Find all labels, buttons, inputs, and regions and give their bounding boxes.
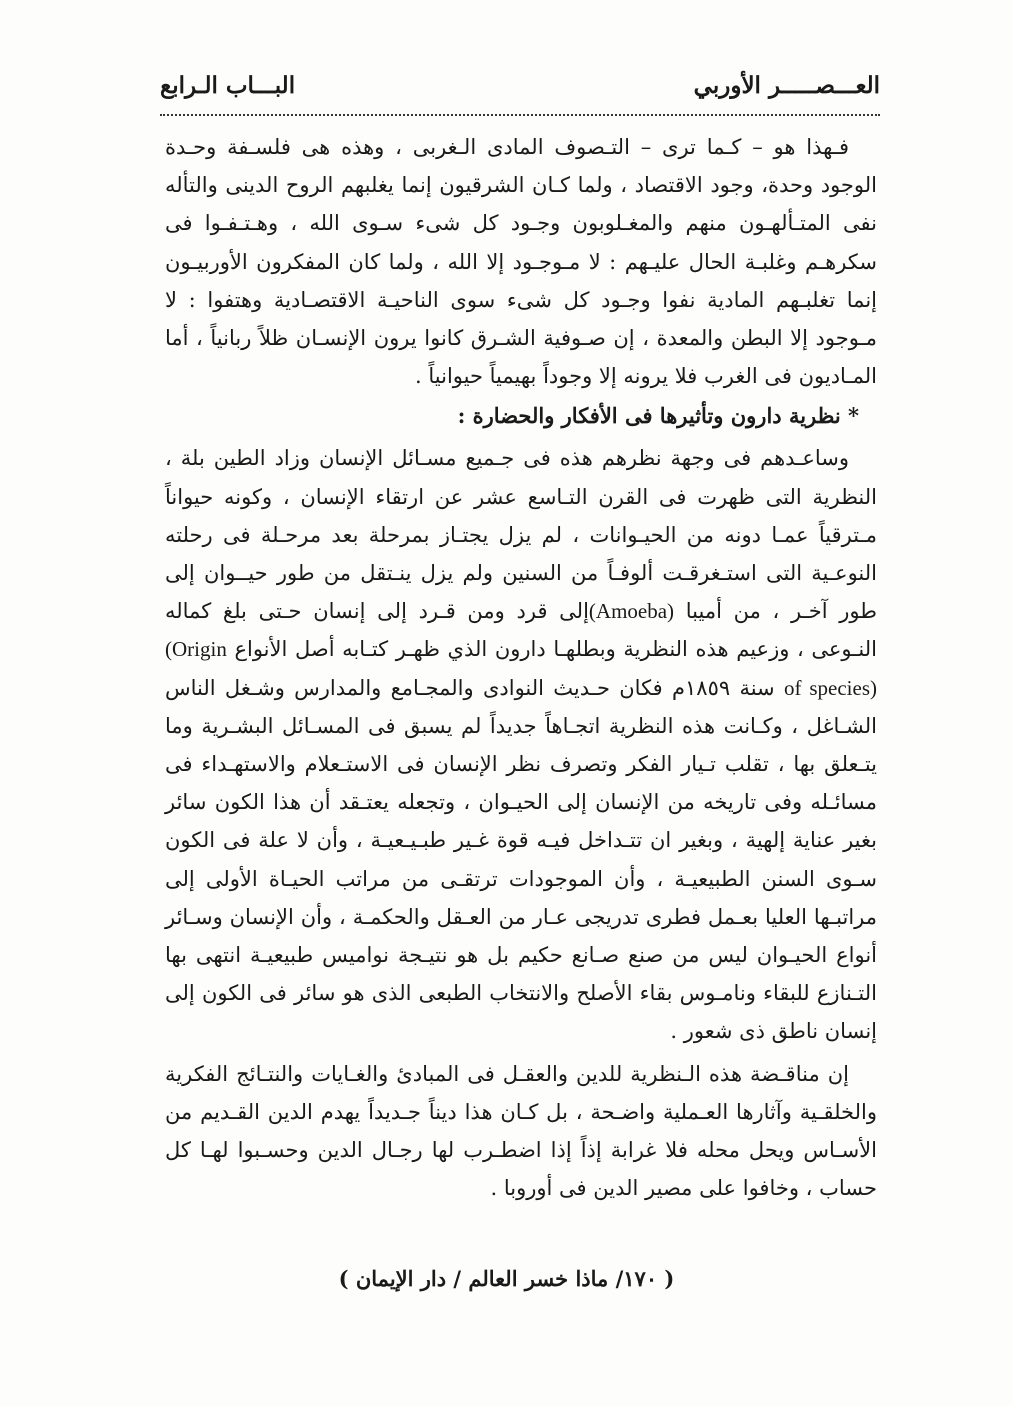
paragraph-contradiction: إن مناقـضة هذه الـنظرية للدين والعقـل فى المبادئ والغـايات والنتـائج الفكرية والخلقـية وآثارها العـملية واضـحة ، بل كـان هذا ديناً جـديداً يهدم الدين القـديم من الأسـاس ويحل محله فلا غرابة إذاً إذا اضطـرب لها رجـال الدين وحسـبوا لهـا كل حساب ، وخافوا على مصير الدين فى أوروبا . (165, 1061, 877, 1201)
section-heading-darwin: * نظرية دارون وتأثيرها فى الأفكار والحضارة : (457, 403, 859, 429)
paragraph-darwin-part3: سنة ١٨٥٩م فكان حـديث النوادى والمجـامع والمدارس وشـغل الناس الشـاغل ، وكـانت هذه النظرية اتجـاهاً جديداً لم يسبق فى المسـائل البشـرية وما يتـعلق بها ، تقلب تـيار الفكر وتصرف نظر الإنسان فى الاستـعلام والاستهـداء فى مسائـله وفى تاريخه من الإنسان إلى الحيـوان ، وتجعله يعتـقد أن هذا الكون سائر بغير عناية إلهية ، وبغير ان تتـداخل فيـه قوة غـير طبـيـعيـة ، وأن لا علة فى الكون سـوى السنن الطبيعيـة ، وأن الموجودات ترتقـى من مراتب الحيـاة الأولى إلى مراتبـها العليا بعـمل فطرى تدريجى عـار من العـقل والحكمـة ، وأن الإنسان وسـائر أنواع الحيـوان ليس من صنع صـانع حكيم بل هو نتيـجة نواميس طبيعيـة انتهى بها التـنازع للبقاء ونامـوس بقاء الأصلح والانتخاب الطبعى الذى هو سائر فى الكون إلى إنسان ناطق ذى شعور . (165, 675, 878, 1044)
running-header (160, 72, 880, 112)
latin-term-origin-of-species: (Origin of species) (165, 637, 877, 700)
latin-term-amoeba: (Amoeba) (588, 599, 675, 624)
paragraph-sufism: فـهذا هو – كـما ترى – التـصوف المادى الـغربى ، وهذه هى فلسـفة وحـدة الوجود وحدة، وجود الاقتصاد ، ولما كـان الشرقيون إنما يغلبهم الروح الدينى والتأله نفى المتـألهـون منهم والمغـلوبون وجـود كل شىء سـوى الله ، وهـتـفـوا فى سكرهـم وغلبـة الحال عليـهم : لا مـوجـود إلا الله ، ولما كان المفكرون الأوربيـون إنما تغلبـهم المادية نفوا وجـود كل شىء سوى الناحيـة الاقتصـادية وهتفوا : لا مـوجود إلا البطن والمعدة ، إن صـوفية الشـرق كانوا يرون الإنسـان ظلاً ربانياً ، أما المـاديون فى الغرب فلا يرونه إلا وجوداً بهيمياً حيوانياً . (165, 135, 877, 389)
page-body (165, 128, 877, 1207)
header-chapter-name: البـــاب الـرابع (160, 72, 296, 99)
header-book-title: العـــصـــــر الأوربي (693, 72, 880, 99)
paragraph-darwin-part1: وساعـدهم فى وجهة نظرهم هذه فى جـميع مسـائل الإنسان وزاد الطين بلة ، النظرية التى ظهرت فى القرن التـاسع عشر عن ارتقاء الإنسان ، وكونه حيواناً مـترقياً عمـا دونه من الحيـوانات ، لم يزل يجتـاز بمرحلة بعد مرحـلة فى رحلته النوعـية التى استـغرقـت ألوفـاً من السنين ولم يزل ينـتقل من طور حيــوان إلى طور آخـر ، من أميبا (165, 446, 877, 624)
paragraph-darwin-theory (165, 439, 877, 1050)
page-footer: ( ١٧٠/ ماذا خسر العالم / دار الإيمان ) (338, 1266, 675, 1291)
paragraph-darwin-part2: إلى قرد ومن قـرد إلى إنسان حـتى بلغ كماله النـوعى ، وزعيم هذه النظرية وبطلهـا دارون الذي ظهـر كتـابه أصل الأنواع (165, 599, 877, 662)
header-divider (160, 114, 880, 116)
